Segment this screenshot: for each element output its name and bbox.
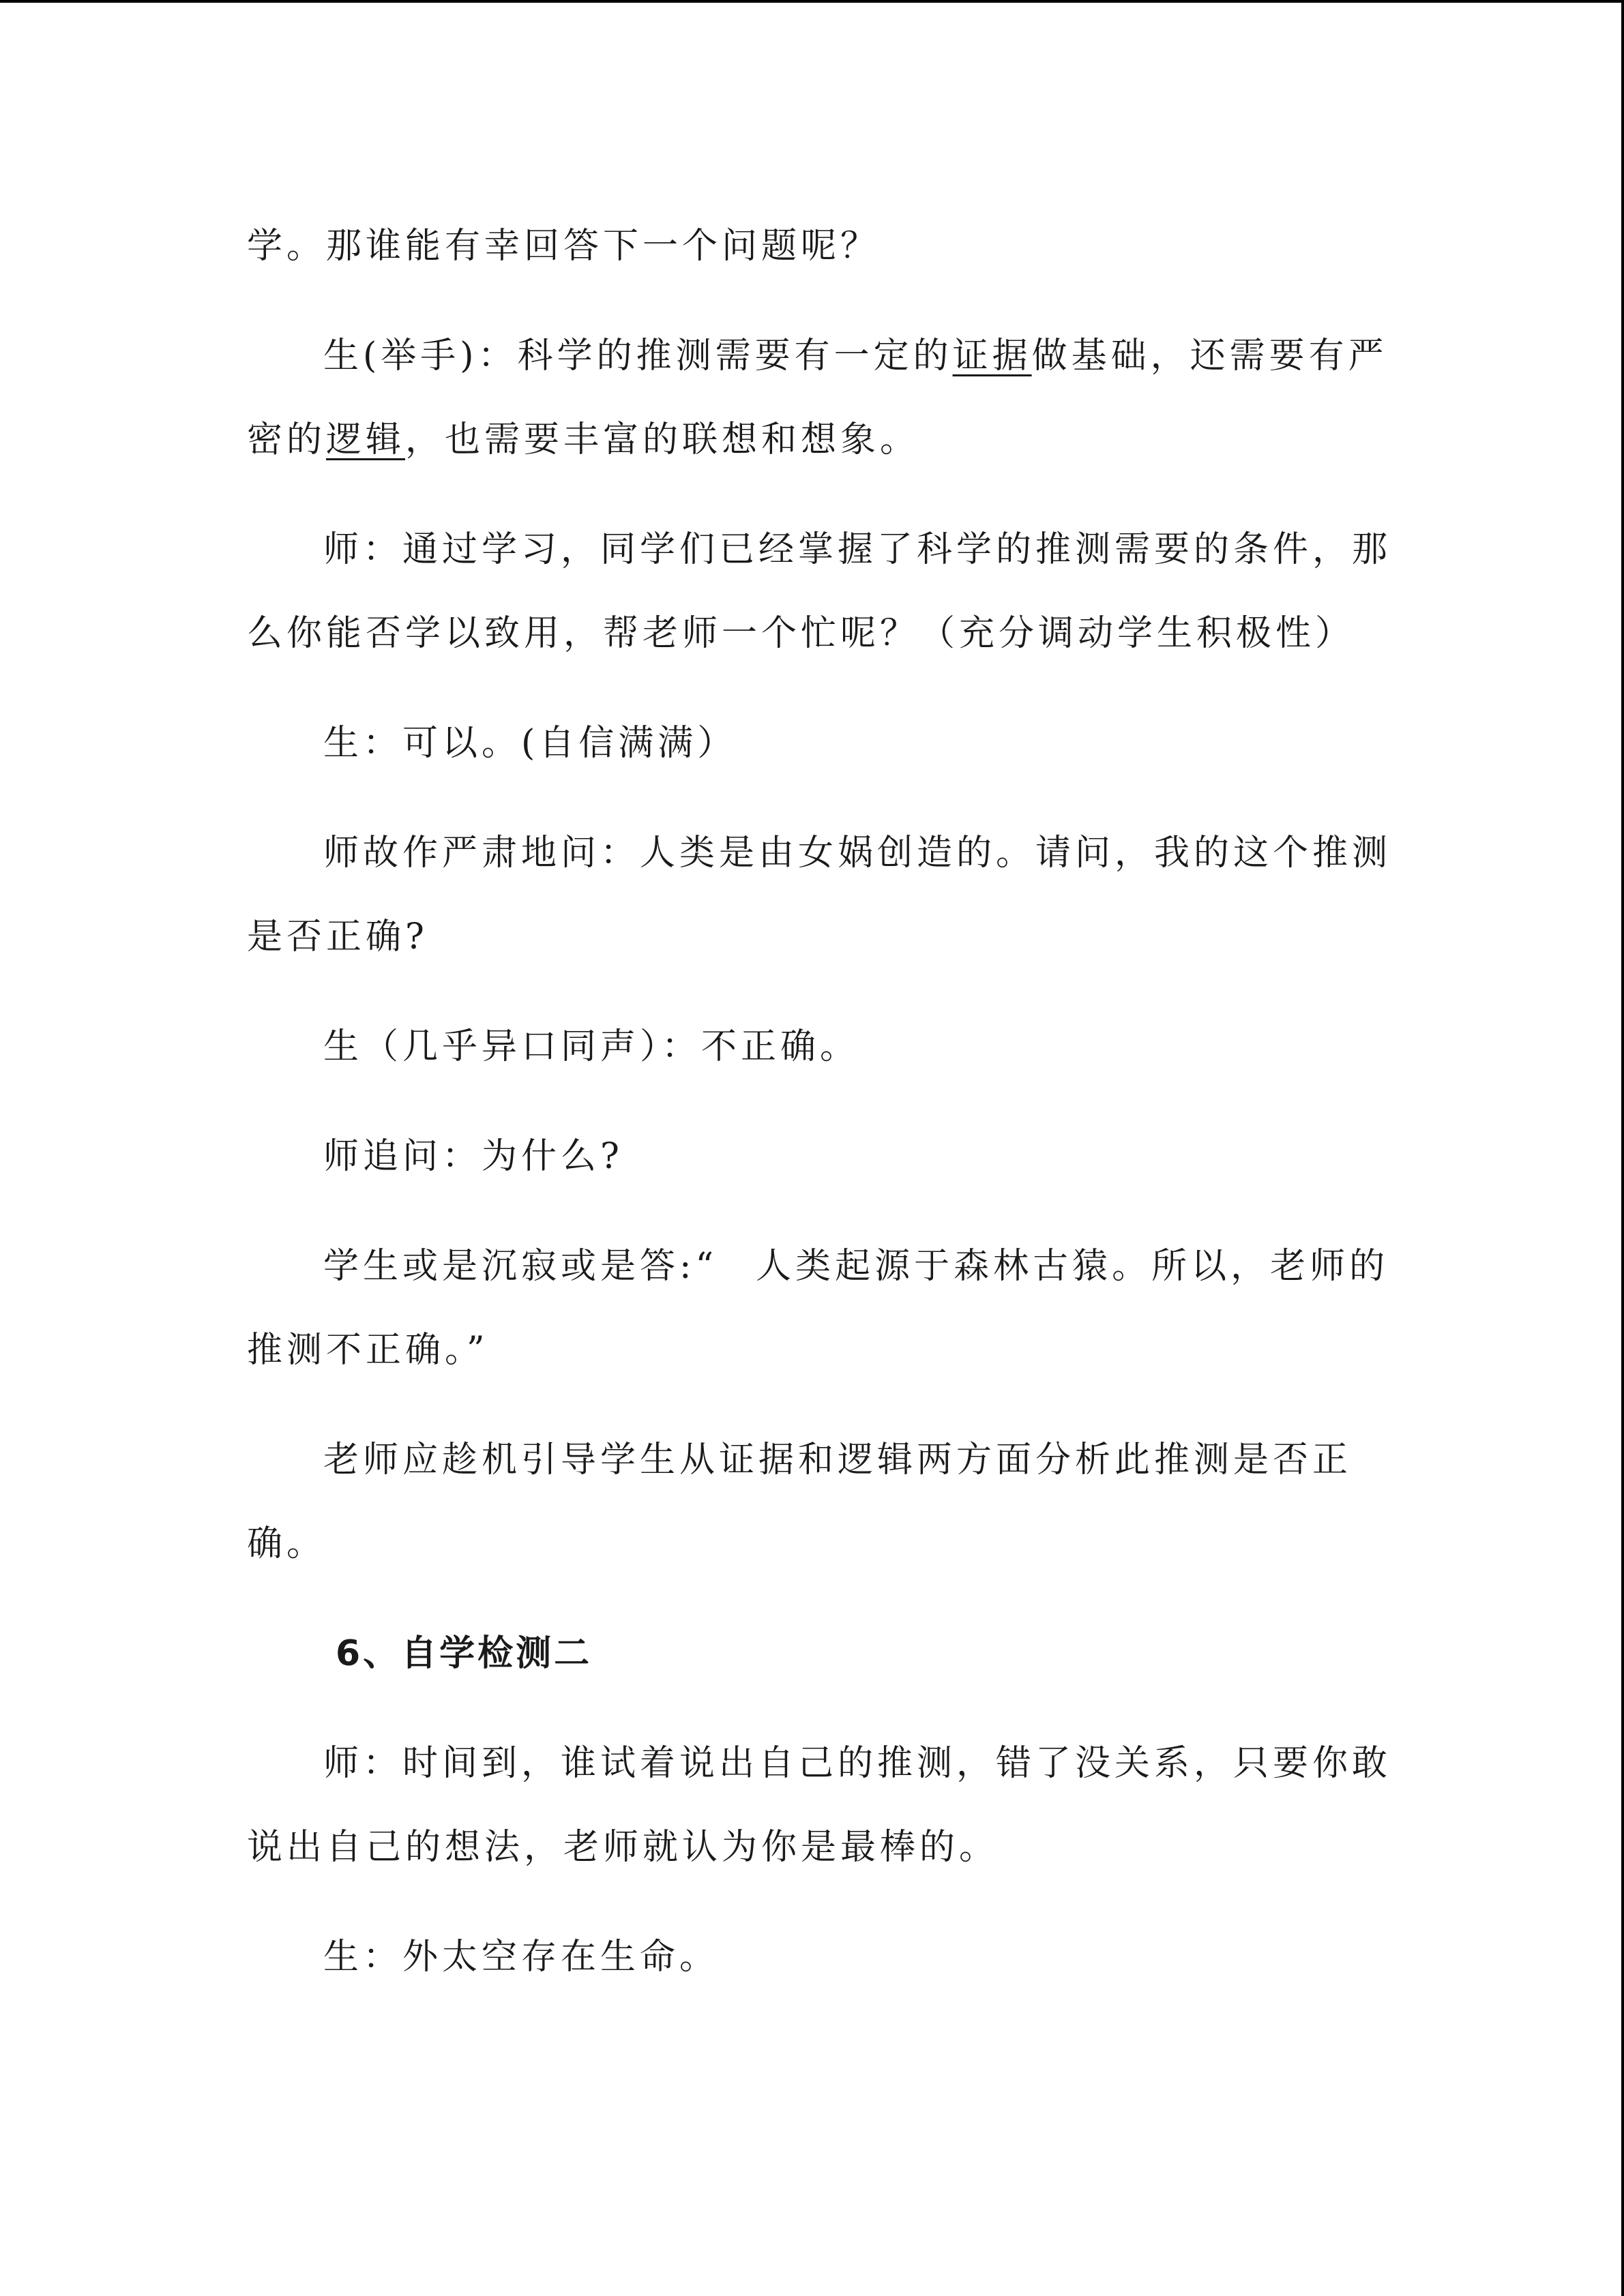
underlined-term-logic: 逻辑 <box>326 419 406 460</box>
underlined-term-evidence: 证据 <box>952 336 1032 376</box>
paragraph-student-explanation <box>247 1225 1393 1392</box>
paragraph-teacher-question: 师故作严肃地问：人类是由女娲创造的。请问，我的这个推测是否正确? <box>247 833 1392 957</box>
text-segment: 生(举手)：科学的推测需要有一定的 <box>323 336 953 376</box>
section-heading: 6、自学检测二 <box>336 1633 593 1674</box>
paragraph-teacher-followup: 师追问：为什么? <box>323 1136 623 1177</box>
paragraph-teacher-request: 师：通过学习，同学们已经掌握了科学的推测需要的条件，那么你能否学以致用，帮老师一个忙呢？（充分调动学生积极性） <box>247 529 1392 654</box>
text-segment: ，也需要丰富的联想和想象。 <box>405 419 920 460</box>
paragraph-student-reply: 生：可以。(自信满满） <box>323 723 737 764</box>
page-top-border <box>0 0 1624 3</box>
paragraph-teacher-invite: 师：时间到，谁试着说出自己的推测，错了没关系，只要你敢说出自己的想法，老师就认为你是最棒的。 <box>247 1743 1392 1868</box>
paragraph-continuation: 学。那谁能有幸回答下一个问题呢？ <box>247 226 881 267</box>
page-right-border <box>1621 0 1624 2296</box>
paragraph-student-answer-conditions <box>247 314 1393 482</box>
text-segment: 人类起源于森林古猿。所以，老师的推测不正确。” <box>247 1246 1389 1371</box>
text-segment: 做基础，还需要有严密的 <box>247 336 1388 460</box>
paragraph-student-guess: 生：外太空存在生命。 <box>323 1937 720 1978</box>
document-body <box>247 205 1393 2025</box>
paragraph-student-chorus: 生（几乎异口同声）：不正确。 <box>323 1026 860 1067</box>
paragraph-teacher-guidance: 老师应趁机引导学生从证据和逻辑两方面分析此推测是否正确。 <box>247 1440 1353 1564</box>
text-segment: 学生或是沉寂或是答:“ <box>323 1246 718 1287</box>
